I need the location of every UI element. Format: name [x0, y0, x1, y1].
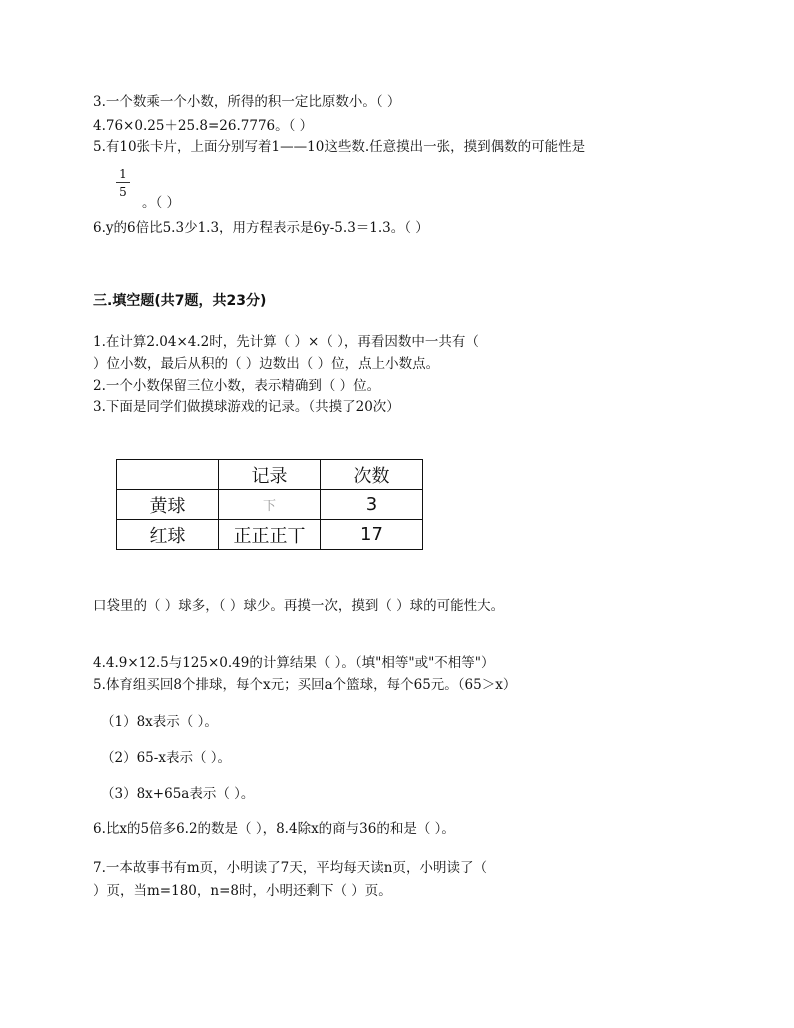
fill-question-7-line2: ）页，当m=180，n=8时，小明还剩下（ ）页。: [93, 883, 392, 899]
row-record-yellow: 下: [219, 490, 321, 520]
row-label-red: 红球: [117, 520, 219, 550]
fill-question-5: 5.体育组买回8个排球，每个x元；买回a个篮球，每个65元。（65＞x）: [93, 677, 517, 693]
fill-question-1-line1: 1.在计算2.04×4.2时，先计算（ ）×（ ），再看因数中一共有（: [93, 334, 479, 350]
fraction-numerator: 1: [119, 167, 127, 181]
fill-question-6: 6.比x的5倍多6.2的数是（ ），8.4除x的商与36的和是（ ）。: [93, 821, 455, 837]
fraction-bar: [116, 182, 130, 183]
row-count-yellow: 3: [321, 490, 423, 520]
fill-question-5-part3: （3）8x+65a表示（ ）。: [101, 786, 255, 802]
table-row: [117, 520, 423, 550]
judge-question-3: 3.一个数乘一个小数，所得的积一定比原数小。（ ）: [93, 94, 401, 110]
fill-question-5-part1: （1）8x表示（ ）。: [101, 714, 218, 730]
table-header-blank: [117, 460, 219, 490]
fill-question-7-line1: 7.一本故事书有m页，小明读了7天，平均每天读n页，小明读了（: [93, 860, 487, 876]
fraction-denominator: 5: [119, 185, 127, 199]
fill-question-3-followup: 口袋里的（ ）球多，（ ）球少。再摸一次，摸到（ ）球的可能性大。: [93, 598, 505, 614]
fraction-one-fifth: [116, 167, 130, 199]
ball-record-table: [116, 459, 423, 550]
row-record-red: 正正正丅: [219, 520, 321, 550]
table-header-record: 记录: [219, 460, 321, 490]
row-count-red: 17: [321, 520, 423, 550]
judge-question-5-tail: 。（ ）: [142, 195, 181, 211]
table-header-count: 次数: [321, 460, 423, 490]
table-row: [117, 490, 423, 520]
fill-question-3: 3.下面是同学们做摸球游戏的记录。（共摸了20次）: [93, 399, 400, 415]
fill-question-5-part2: （2）65-x表示（ ）。: [101, 750, 231, 766]
section-heading: 三.填空题(共7题，共23分): [93, 293, 267, 309]
table-header-row: [117, 460, 423, 490]
judge-question-6: 6.y的6倍比5.3少1.3，用方程表示是6y-5.3＝1.3。（ ）: [93, 220, 429, 236]
fill-question-2: 2.一个小数保留三位小数，表示精确到（ ）位。: [93, 378, 381, 394]
judge-question-4: 4.76×0.25＋25.8=26.7776。（ ）: [93, 118, 314, 134]
row-label-yellow: 黄球: [117, 490, 219, 520]
fill-question-4: 4.4.9×12.5与125×0.49的计算结果（ ）。（填"相等"或"不相等"）: [93, 655, 495, 671]
fill-question-1-line2: ）位小数，最后从积的（ ）边数出（ ）位，点上小数点。: [93, 356, 440, 372]
judge-question-5: 5.有10张卡片，上面分别写着1——10这些数.任意摸出一张，摸到偶数的可能性是: [93, 139, 586, 155]
